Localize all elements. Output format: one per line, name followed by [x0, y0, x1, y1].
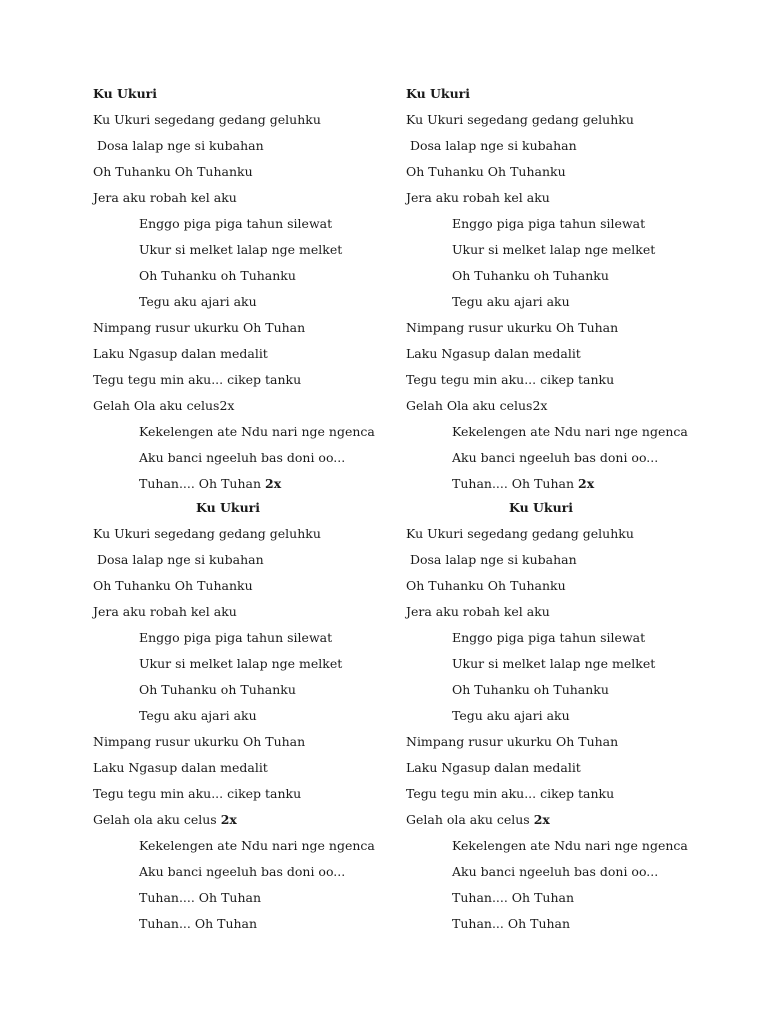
lyric-text: Enggo piga piga tahun silewat: [139, 630, 333, 645]
lyric-text: Enggo piga piga tahun silewat: [452, 630, 646, 645]
lyric-line: [406, 786, 726, 812]
lyric-line: [93, 346, 413, 372]
lyric-line: [93, 656, 413, 682]
lyric-text: Tegu aku ajari aku: [139, 708, 257, 723]
lyric-line: [93, 812, 413, 838]
lyric-line: [93, 864, 413, 890]
lyric-line: [406, 890, 726, 916]
lyric-text: Tuhan.... Oh Tuhan: [452, 476, 578, 491]
lyric-text: Kekelengen ate Ndu nari nge ngenca: [452, 424, 688, 439]
lyric-text: Tuhan.... Oh Tuhan: [139, 890, 262, 905]
lyric-line: [93, 838, 413, 864]
lyric-text: Laku Ngasup dalan medalit: [93, 346, 268, 361]
lyric-text: Ukur si melket lalap nge melket: [139, 656, 343, 671]
lyric-line: [93, 630, 413, 656]
lyric-text: Kekelengen ate Ndu nari nge ngenca: [139, 424, 375, 439]
lyric-text: Oh Tuhanku oh Tuhanku: [452, 682, 609, 697]
lyric-line: [406, 424, 726, 450]
lyric-text: Ukur si melket lalap nge melket: [452, 242, 656, 257]
lyric-line: [406, 864, 726, 890]
lyric-text: Oh Tuhanku oh Tuhanku: [452, 268, 609, 283]
song-title: Ku Ukuri: [509, 500, 574, 515]
lyric-text: Ku Ukuri segedang gedang geluhku: [93, 112, 321, 127]
lyric-line: [406, 242, 726, 268]
lyric-text: Tegu tegu min aku... cikep tanku: [93, 786, 302, 801]
lyric-text: Tuhan... Oh Tuhan: [139, 916, 258, 931]
lyric-line: [406, 552, 726, 578]
repeat-marker: 2x: [265, 476, 282, 491]
lyric-line: [93, 578, 413, 604]
song-title: Ku Ukuri: [196, 500, 261, 515]
lyric-line: [406, 190, 726, 216]
lyric-text: Nimpang rusur ukurku Oh Tuhan: [93, 734, 306, 749]
lyric-text: Enggo piga piga tahun silewat: [139, 216, 333, 231]
lyric-text: Oh Tuhanku Oh Tuhanku: [93, 164, 253, 179]
lyric-line: [406, 294, 726, 320]
lyric-line: [406, 838, 726, 864]
lyric-text: Laku Ngasup dalan medalit: [406, 346, 581, 361]
lyric-line: [406, 138, 726, 164]
lyric-line: [93, 138, 413, 164]
lyric-text: Nimpang rusur ukurku Oh Tuhan: [406, 320, 619, 335]
lyric-text: Kekelengen ate Ndu nari nge ngenca: [139, 838, 375, 853]
lyric-line: [406, 630, 726, 656]
lyric-text: Enggo piga piga tahun silewat: [452, 216, 646, 231]
lyric-line: [93, 916, 413, 942]
lyric-text: Aku banci ngeeluh bas doni oo...: [452, 864, 659, 879]
lyric-line: [93, 552, 413, 578]
lyric-line: [406, 112, 726, 138]
lyric-text: Jera aku robah kel aku: [406, 190, 550, 205]
lyric-text: Jera aku robah kel aku: [406, 604, 550, 619]
lyric-line: [93, 760, 413, 786]
lyric-text: Aku banci ngeeluh bas doni oo...: [452, 450, 659, 465]
lyric-line: [406, 578, 726, 604]
lyric-text: Gelah ola aku celus: [93, 812, 221, 827]
lyric-line: [406, 216, 726, 242]
lyric-text: Tuhan... Oh Tuhan: [452, 916, 571, 931]
lyric-text: Jera aku robah kel aku: [93, 604, 237, 619]
lyric-text: Ukur si melket lalap nge melket: [139, 242, 343, 257]
lyric-line: [93, 294, 413, 320]
lyric-line: [93, 708, 413, 734]
lyric-line: [406, 916, 726, 942]
lyric-text: Dosa lalap nge si kubahan: [93, 552, 264, 567]
lyric-text: Aku banci ngeeluh bas doni oo...: [139, 864, 346, 879]
lyric-text: Gelah ola aku celus: [406, 812, 534, 827]
lyric-text: Dosa lalap nge si kubahan: [406, 552, 577, 567]
lyric-line: [93, 450, 413, 476]
lyric-text: Tegu tegu min aku... cikep tanku: [406, 786, 615, 801]
lyrics-block: [406, 500, 726, 942]
lyric-line: [93, 372, 413, 398]
lyric-text: Dosa lalap nge si kubahan: [93, 138, 264, 153]
lyric-text: Tegu aku ajari aku: [452, 708, 570, 723]
lyric-line: [406, 346, 726, 372]
lyric-line: [406, 320, 726, 346]
lyric-text: Tuhan.... Oh Tuhan: [452, 890, 575, 905]
lyric-line: [406, 656, 726, 682]
lyric-line: [93, 682, 413, 708]
lyric-text: Laku Ngasup dalan medalit: [406, 760, 581, 775]
lyric-line: [93, 268, 413, 294]
lyric-line: [406, 526, 726, 552]
lyric-line: [93, 604, 413, 630]
lyric-line: [406, 398, 726, 424]
lyric-line: [93, 190, 413, 216]
lyric-line: [93, 890, 413, 916]
lyric-text: Ukur si melket lalap nge melket: [452, 656, 656, 671]
lyric-text: Oh Tuhanku Oh Tuhanku: [93, 578, 253, 593]
lyric-line: [406, 476, 726, 502]
lyric-text: Nimpang rusur ukurku Oh Tuhan: [406, 734, 619, 749]
lyric-line: [406, 734, 726, 760]
lyric-text: Gelah Ola aku celus2x: [406, 398, 548, 413]
lyric-line: [93, 320, 413, 346]
repeat-marker: 2x: [533, 812, 550, 827]
lyric-text: Ku Ukuri segedang gedang geluhku: [406, 112, 634, 127]
lyric-line: [93, 526, 413, 552]
lyric-line: [406, 268, 726, 294]
lyric-text: Tegu aku ajari aku: [452, 294, 570, 309]
repeat-marker: 2x: [220, 812, 237, 827]
lyric-line: [406, 604, 726, 630]
lyric-line: [406, 450, 726, 476]
lyric-text: Tegu aku ajari aku: [139, 294, 257, 309]
lyric-line: [93, 164, 413, 190]
lyric-text: Dosa lalap nge si kubahan: [406, 138, 577, 153]
lyric-line: [93, 476, 413, 502]
lyric-line: [93, 424, 413, 450]
lyric-text: Ku Ukuri segedang gedang geluhku: [406, 526, 634, 541]
lyric-text: Tegu tegu min aku... cikep tanku: [406, 372, 615, 387]
lyrics-block: [93, 86, 413, 502]
lyric-line: [93, 734, 413, 760]
lyric-line: [406, 708, 726, 734]
lyric-text: Gelah Ola aku celus2x: [93, 398, 235, 413]
lyric-line: [406, 372, 726, 398]
lyric-line: [406, 812, 726, 838]
lyric-text: Jera aku robah kel aku: [93, 190, 237, 205]
lyric-text: Oh Tuhanku oh Tuhanku: [139, 268, 296, 283]
lyric-text: Oh Tuhanku Oh Tuhanku: [406, 578, 566, 593]
lyric-text: Oh Tuhanku oh Tuhanku: [139, 682, 296, 697]
lyric-line: [93, 398, 413, 424]
lyric-line: [406, 760, 726, 786]
lyric-text: Laku Ngasup dalan medalit: [93, 760, 268, 775]
lyric-line: [93, 112, 413, 138]
song-title: Ku Ukuri: [406, 86, 471, 101]
lyric-line: [93, 216, 413, 242]
repeat-marker: 2x: [578, 476, 595, 491]
lyrics-block: [406, 86, 726, 502]
lyric-text: Kekelengen ate Ndu nari nge ngenca: [452, 838, 688, 853]
lyric-text: Ku Ukuri segedang gedang geluhku: [93, 526, 321, 541]
lyric-text: Aku banci ngeeluh bas doni oo...: [139, 450, 346, 465]
lyric-line: [406, 164, 726, 190]
song-title: Ku Ukuri: [93, 86, 158, 101]
lyric-text: Nimpang rusur ukurku Oh Tuhan: [93, 320, 306, 335]
lyric-line: [93, 242, 413, 268]
lyric-text: Oh Tuhanku Oh Tuhanku: [406, 164, 566, 179]
lyric-text: Tuhan.... Oh Tuhan: [139, 476, 265, 491]
lyrics-block: [93, 500, 413, 942]
lyric-text: Tegu tegu min aku... cikep tanku: [93, 372, 302, 387]
lyric-line: [406, 682, 726, 708]
lyric-line: [93, 786, 413, 812]
